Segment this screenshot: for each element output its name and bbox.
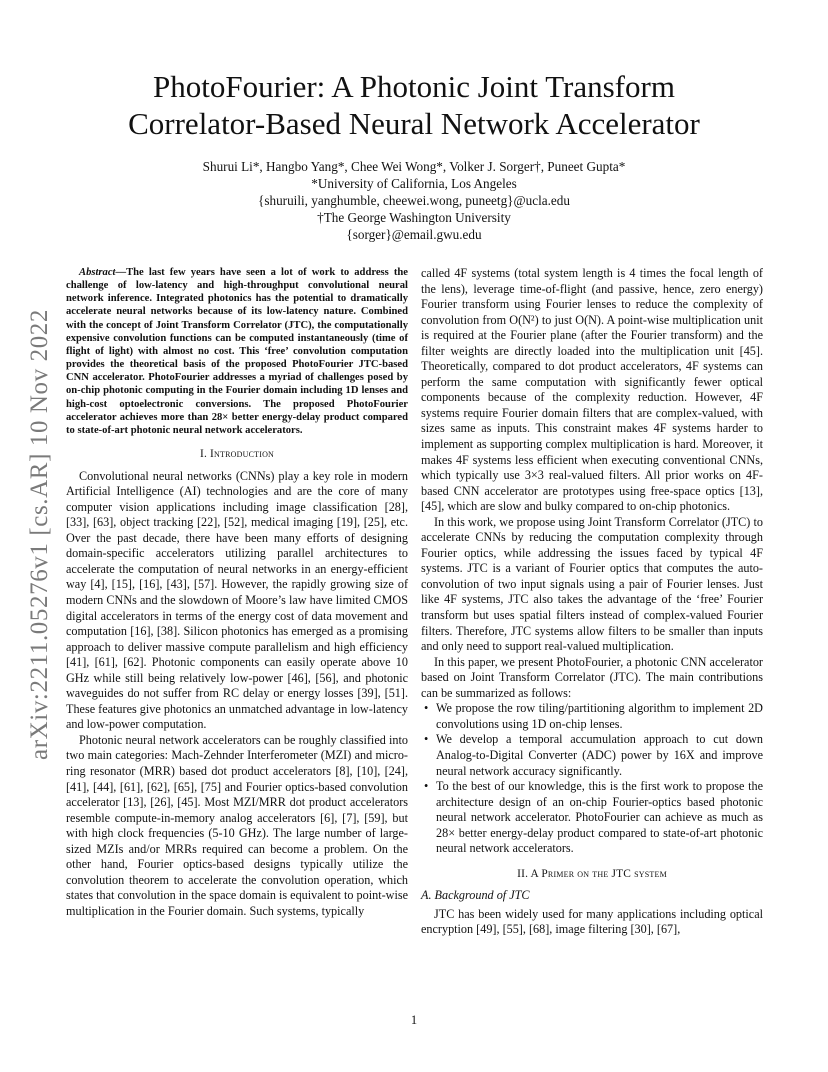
title-line-2: Correlator-Based Neural Network Accelerator bbox=[128, 106, 700, 141]
intro-paragraph-1: Convolutional neural networks (CNNs) play a key role in modern Artificial Intelligence (AI) technologies and are the core of many computer vision applications including image classification [28], [33], [63], object tracking [22], [52], medical imaging [19], [25], etc. Over the past decade, there have been many efforts of designing domain-specific accelerators utilizing parallel architectures to accelerate the computation of neural networks in an energy-efficient way [4], [15], [16], [43], [57]. However, the rapidly growing size of modern CNNs and the slowdown of Moore’s law have limited CMOS digital accelerators in terms of the energy cost of data movement and computation [16], [38]. Silicon photonics has emerged as a promising approach to deliver massive compute parallelism and high efficiency [41], [61], [62]. Photonic components can easily operate above 10 GHz while still being relatively low-power [46], [56], and photonic waveguides do not suffer from RC delay or energy losses [39], [51]. These features give photonics an unmatched advantage in low-latency and low-power computation. bbox=[66, 468, 408, 732]
contribution-item: • We develop a temporal accumulation approach to cut down Analog-to-Digital Converter (ADC) power by 16X and improve neural network accuracy significantly. bbox=[436, 732, 763, 779]
right-column bbox=[421, 266, 763, 938]
abstract bbox=[66, 266, 408, 437]
author-names: Shurui Li*, Hangbo Yang*, Chee Wei Wong*, Volker J. Sorger†, Puneet Gupta* bbox=[202, 159, 626, 174]
right-paragraph-1: called 4F systems (total system length is 4 times the focal length of the lens), leverage time-of-flight (and passive, hence, zero energy) Fourier transform using Fourier lenses to reduce the complexity of convolution from O(N²) to just O(N). A point-wise multiplication unit is required at the Fourier plane (after the Fourier transform) and the filter weights are directly loaded into the multiplication unit [45]. Theoretically, compared to dot product accelerators, 4F systems can perform the same computation with significantly fewer optical components because of the complexity reduction. However, 4F systems require Fourier domain filters that are complex-valued, with sizes same as inputs. This constraint makes 4F systems harder to implement as supporting complex multiplication is hard. Moreover, it makes 4F systems less efficient when executing conventional CNNs, which typically use 3×3 real-valued filters. All prior works on 4F-based CNN accelerator are prototypes using free-space optics [13], [45], which are slow and bulky compared to on-chip photonics. bbox=[421, 266, 763, 514]
subsection-heading-background: A. Background of JTC bbox=[421, 888, 530, 903]
paper-title bbox=[70, 68, 758, 142]
affiliation-ucla: *University of California, Los Angeles bbox=[311, 176, 517, 191]
abstract-text: —The last few years have seen a lot of work to address the challenge of low-latency and high-throughput convolutional neural network inference. Integrated photonics has the potential to dramatically accelerate neural networks because of its low-latency nature. Combined with the concept of Joint Transform Correlator (JTC), the computationally expensive convolution functions can be computed instantaneously (time of flight of light) with almost no cost. This ‘free’ convolution computation provides the theoretical basis of the proposed PhotoFourier JTC-based CNN accelerator. PhotoFourier addresses a myriad of challenges posed by on-chip photonic computing in the Fourier domain including 1D lenses and high-cost optoelectronic conversions. The proposed PhotoFourier accelerator achieves more than 28× better energy-delay product compared to state-of-art photonic neural network accelerators. bbox=[66, 267, 408, 436]
right-paragraph-2: In this work, we propose using Joint Transform Correlator (JTC) to accelerate CNNs by reducing the computation complexity through Fourier optics, while addressing the issues faced by typical 4F systems. JTC is a variant of Fourier optics that computes the auto-convolution of two input signals using a pair of Fourier lenses. Just like 4F systems, JTC also takes the advantage of the ‘free’ Fourier transform but uses spatial filters instead of complex-valued Fourier filters. Therefore, JTC systems allow filters to be smaller than inputs and only need to support real-valued multiplication. bbox=[421, 514, 763, 654]
left-column bbox=[66, 266, 408, 919]
intro-paragraph-2: Photonic neural network accelerators can be roughly classified into two main categories: Mach-Zehnder Interferometer (MZI) and micro-ring resonator (MRR) based dot product accelerators [8], [10], [24], [41], [44], [61], [62], [65], [75] and Fourier optics-based convolution accelerator [13], [26], [45]. Most MZI/MRR dot product accelerators resemble compute-in-memory analog accelerators [6], [7], [59], but with high clock frequencies (5-10 GHz). The large number of large-sized MZIs and/or MRRs required can become a problem. On the other hand, Fourier optics-based designs typically utilize the convolution theorem to accelerate the convolution operation, which states that convolution in the space domain is equivalent to point-wise multiplication in the Fourier domain. Such systems, typically bbox=[66, 732, 408, 918]
author-block bbox=[70, 158, 758, 243]
emails-gwu: {sorger}@email.gwu.edu bbox=[346, 227, 482, 242]
contribution-item: • We propose the row tiling/partitioning algorithm to implement 2D convolutions using 1D on-chip lenses. bbox=[436, 701, 763, 732]
emails-ucla: {shuruili, yanghumble, cheewei.wong, puneetg}@ucla.edu bbox=[258, 193, 570, 208]
background-paragraph-1: JTC has been widely used for many applications including optical encryption [49], [55], [68], image filtering [30], [67], bbox=[421, 906, 763, 937]
page-number: 1 bbox=[410, 1013, 418, 1027]
section-heading-introduction: I. Introduction bbox=[199, 448, 275, 461]
section-heading-jtc-primer: II. A Primer on the JTC system bbox=[517, 867, 667, 880]
arxiv-identifier-stamp[interactable]: arXiv:2211.05276v1 [cs.AR] 10 Nov 2022 bbox=[26, 309, 53, 760]
title-line-1: PhotoFourier: A Photonic Joint Transform bbox=[153, 69, 675, 104]
contributions-list bbox=[421, 701, 763, 856]
abstract-lead: Abstract bbox=[79, 267, 116, 278]
affiliation-gwu: †The George Washington University bbox=[317, 210, 511, 225]
right-paragraph-3: In this paper, we present PhotoFourier, a photonic CNN accelerator based on Joint Transform Correlator (JTC). The main contributions can be summarized as follows: bbox=[421, 654, 763, 700]
contribution-item: • To the best of our knowledge, this is the first work to propose the architecture design of an on-chip Fourier-optics based photonic neural network accelerator. PhotoFourier can achieve as much as 28× better energy-delay product compared to state-of-art photonic neural network accelerators. bbox=[436, 779, 763, 857]
